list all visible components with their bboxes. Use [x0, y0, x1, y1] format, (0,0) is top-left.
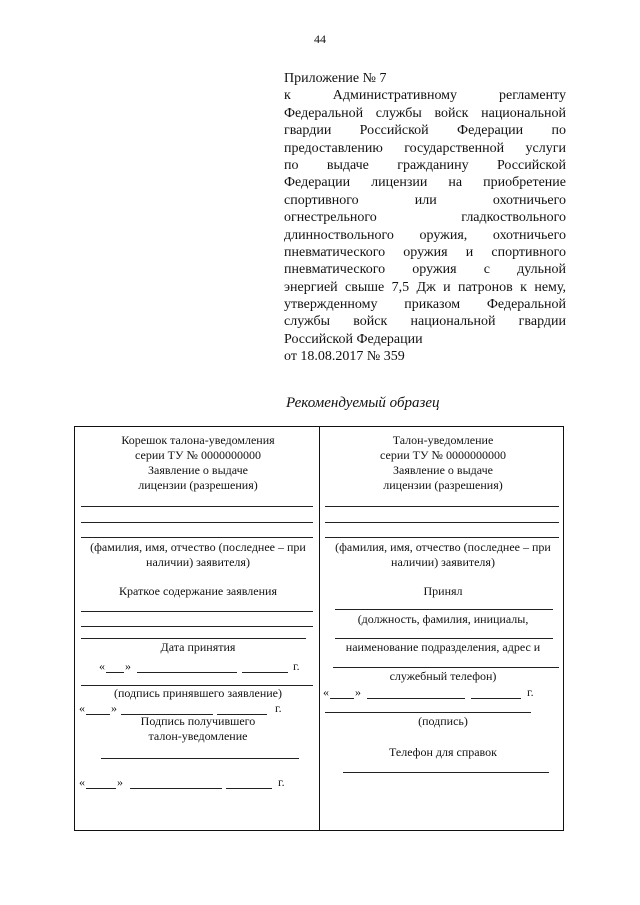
ticket-signature-line[interactable] [325, 712, 531, 713]
appendix-line: предоставлению государственной услуги [284, 140, 566, 156]
ticket-day-field[interactable] [330, 698, 354, 699]
ticket-position-caption: (должность, фамилия, инициалы, [357, 612, 529, 626]
stub-application: Заявление о выдаче [148, 463, 248, 477]
appendix-title: Приложение № 7 [284, 71, 387, 86]
appendix-line: к Административному регламенту [284, 88, 566, 104]
ticket-department-line[interactable] [335, 638, 553, 639]
stub-month-field[interactable] [130, 788, 222, 789]
appendix-line: длинноствольного оружия, охотничьего [284, 227, 566, 243]
ticket-accepted-label: Принял [423, 584, 463, 598]
stub-summary-line[interactable] [81, 611, 313, 612]
stub-month-field[interactable] [137, 672, 237, 673]
stub-summary-line[interactable] [81, 638, 306, 639]
ticket-title: Талон-уведомление [392, 433, 494, 447]
ticket-application: Заявление о выдаче [393, 463, 493, 477]
stub-year-field[interactable] [226, 788, 272, 789]
ticket-license: лицензии (разрешения) [383, 478, 503, 492]
stub-day-field[interactable] [86, 788, 116, 789]
stub-fio-caption: (фамилия, имя, отчество (последнее – при [90, 540, 306, 554]
stub-name-line[interactable] [81, 506, 313, 507]
stub-summary-line[interactable] [81, 626, 313, 627]
appendix-line: по выдаче гражданину Российской [284, 157, 566, 173]
stub-acceptor-sign-caption: (подпись принявшего заявление) [113, 686, 283, 700]
ticket-name-line[interactable] [325, 506, 559, 507]
column-divider [319, 427, 320, 830]
quote-open: « [99, 659, 105, 673]
notification-form [74, 426, 564, 831]
year-suffix: г. [527, 685, 534, 699]
stub-receiver-sign-line[interactable] [101, 758, 299, 759]
appendix-line: пневматического оружия и спортивного [284, 244, 566, 260]
year-suffix: г. [293, 659, 300, 673]
ticket-name-line[interactable] [325, 537, 559, 538]
quote-open: « [79, 775, 85, 789]
ticket-phone-caption: служебный телефон) [389, 669, 497, 683]
appendix-line: утвержденному приказом Федеральной [284, 297, 566, 313]
ticket-name-line[interactable] [325, 522, 559, 523]
stub-series: серии ТУ № 0000000000 [135, 448, 261, 462]
page-number: 44 [314, 32, 326, 46]
ticket-phone-line[interactable] [333, 667, 559, 668]
stub-name-line[interactable] [81, 522, 313, 523]
year-suffix: г. [275, 701, 282, 715]
ticket-official-line[interactable] [335, 609, 553, 610]
appendix-line: Российской Федерации [284, 331, 423, 347]
stub-receiver-label: Подпись получившего [140, 714, 256, 728]
appendix-line: Федерации лицензии на приобретение [284, 175, 566, 191]
quote-close: » [125, 659, 131, 673]
year-suffix: г. [278, 775, 285, 789]
appendix-line: огнестрельного гладкоствольного [284, 210, 566, 226]
stub-date-label: Дата принятия [160, 640, 236, 654]
ticket-signature-caption: (подпись) [418, 714, 468, 728]
ticket-info-phone-line[interactable] [343, 772, 549, 773]
appendix-line: спортивного или охотничьего [284, 192, 566, 208]
appendix-line: службы войск национальной гвардии [284, 314, 566, 330]
stub-day-field[interactable] [106, 672, 124, 673]
quote-open: « [323, 685, 329, 699]
stub-receiver-label: талон-уведомление [148, 729, 248, 743]
stub-license: лицензии (разрешения) [138, 478, 258, 492]
stub-name-line[interactable] [81, 537, 313, 538]
quote-close: » [355, 685, 361, 699]
appendix-line: пневматического оружия с дульной [284, 262, 566, 278]
appendix-block [284, 70, 566, 366]
ticket-month-field[interactable] [367, 698, 465, 699]
quote-open: « [79, 701, 85, 715]
quote-close: » [111, 701, 117, 715]
ticket-department-caption: наименование подразделения, адрес и [345, 640, 541, 654]
ticket-year-field[interactable] [471, 698, 521, 699]
stub-summary-label: Краткое содержание заявления [119, 584, 277, 598]
sample-label: Рекомендуемый образец [286, 395, 440, 411]
ticket-fio-caption: наличии) заявителя) [391, 555, 495, 569]
stub-fio-caption: наличии) заявителя) [146, 555, 250, 569]
appendix-line: Федеральной службы войск национальной [284, 105, 566, 121]
appendix-order-date: от 18.08.2017 № 359 [284, 349, 405, 365]
ticket-series: серии ТУ № 0000000000 [380, 448, 506, 462]
appendix-line: гвардии Российской Федерации по [284, 123, 566, 139]
ticket-fio-caption: (фамилия, имя, отчество (последнее – при [335, 540, 551, 554]
appendix-line: энергией свыше 7,5 Дж и патронов к нему, [284, 279, 566, 295]
stub-title: Корешок талона-уведомления [121, 433, 275, 447]
quote-close: » [117, 775, 123, 789]
ticket-info-phone-label: Телефон для справок [389, 745, 497, 759]
stub-year-field[interactable] [242, 672, 288, 673]
